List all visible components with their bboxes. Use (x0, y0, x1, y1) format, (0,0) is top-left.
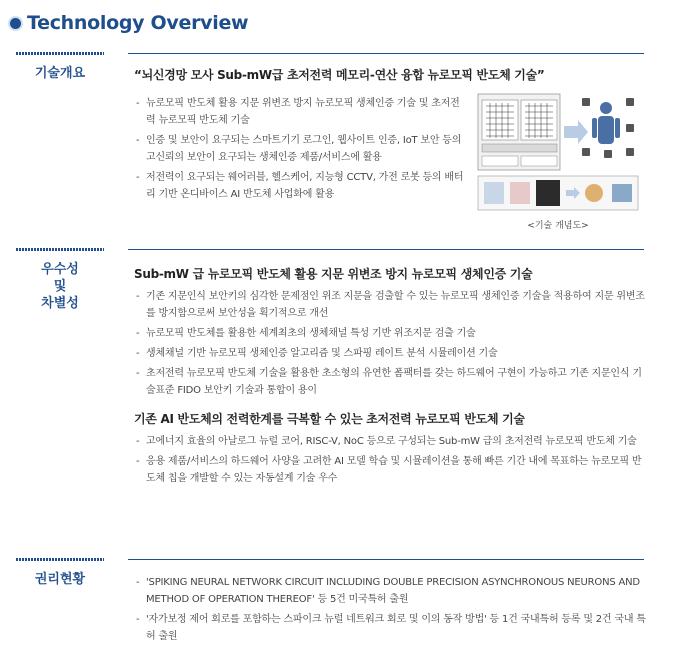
section-label-overview (10, 52, 110, 82)
concept-diagram (474, 90, 642, 214)
section-label-strengths (10, 248, 110, 312)
label-line: 및 (53, 279, 67, 294)
label-line: 차별성 (41, 296, 79, 311)
list-item: - '자가보정 제어 회로를 포함하는 스파이크 뉴럴 네트워크 회로 및 이의 동작 방법' 등 1건 국내특허 등록 및 2건 국내 특허 출원 (134, 611, 646, 645)
strengths-content (134, 265, 646, 487)
list-item: - 뉴로모픽 반도체를 활용한 세계최초의 생체채널 특성 기반 위조지문 검출 기술 (134, 325, 646, 342)
list-item: - 고에너지 효율의 아날로그 뉴럴 코어, RISC-V, NoC 등으로 구성되는 Sub-mW 급의 초저전력 뉴로모픽 반도체 기술 (134, 433, 646, 450)
rights-bullets (134, 574, 646, 645)
section-label-rights (10, 558, 110, 588)
diagram-caption: <기술 개념도> (527, 221, 589, 231)
page-header (10, 12, 248, 34)
label-divider (16, 248, 104, 251)
list-item: - 응용 제품/서비스의 하드웨어 사양을 고려한 AI 모델 학습 및 시뮬레이션을 통해 빠른 기간 내에 목표하는 뉴로모픽 반도체 칩을 개발할 수 있는 자동설계 기술 우수 (134, 453, 646, 487)
overview-lead: “뇌신경망 모사 Sub-mW급 초저전력 메모리-연산 융합 뉴로모픽 반도체 기술” (134, 68, 545, 82)
list-item: - 초저전력 뉴로모픽 반도체 기술을 활용한 초소형의 유연한 폼팩터를 갖는 하드웨어 구현이 가능하고 기존 지문인식 기술표준 FIDO 보안키 기술과 통합이 용이 (134, 365, 646, 399)
list-item: - 인증 및 보안이 요구되는 스마트기기 로그인, 웹사이트 인증, IoT 보안 등의 고신뢰의 보안이 요구되는 생체인증 제품/서비스에 활용 (134, 132, 464, 166)
page-title: Technology Overview (27, 12, 249, 34)
list-item: - 기존 지문인식 보안키의 심각한 문제점인 위조 지문을 검출할 수 있는 뉴로모픽 생체인증 기술을 적용하여 지문 위변조를 방지함으로써 보안성을 획기적으로 개선 (134, 288, 646, 322)
label-line: 우수성 (41, 262, 79, 277)
content-divider (128, 559, 644, 560)
overview-bullets (134, 95, 464, 203)
section-label-text: 권리현황 (34, 572, 86, 587)
list-item: - 생체채널 기반 뉴로모픽 생체인증 알고리즘 및 스파핑 레이트 분석 시뮬레이션 기술 (134, 345, 646, 362)
list-item: - 저전력이 요구되는 웨어러블, 헬스케어, 지능형 CCTV, 가전 로봇 등의 배터리 기반 온디바이스 AI 반도체 사업화에 활용 (134, 169, 464, 203)
section-label-text (10, 261, 110, 312)
bullet-circle-icon (10, 18, 21, 29)
strengths-bullets-1 (134, 288, 646, 399)
list-item: - 뉴로모픽 반도체 활용 지문 위변조 방지 뉴로모픽 생체인증 기술 및 초저전력 뉴로모픽 반도체 기술 (134, 95, 464, 129)
label-divider (16, 52, 104, 55)
content-divider (128, 249, 644, 250)
section-label-text: 기술개요 (34, 66, 86, 81)
list-item: - 'SPIKING NEURAL NETWORK CIRCUIT INCLUDING DOUBLE PRECISION ASYNCHRONOUS NEURONS AND METHOD OF OPERATION THEREOF' 등 5건 미국특허 출원 (134, 574, 646, 608)
strengths-bullets-2 (134, 433, 646, 487)
rights-content (134, 574, 646, 645)
strengths-lead-2: 기존 AI 반도체의 전력한계를 극복할 수 있는 초저전력 뉴로모픽 반도체 기술 (134, 412, 525, 426)
label-divider (16, 558, 104, 561)
strengths-lead-1: Sub-mW 급 뉴로모픽 반도체 활용 지문 위변조 방지 뉴로모픽 생체인증 기술 (134, 267, 533, 281)
content-divider (128, 53, 644, 54)
